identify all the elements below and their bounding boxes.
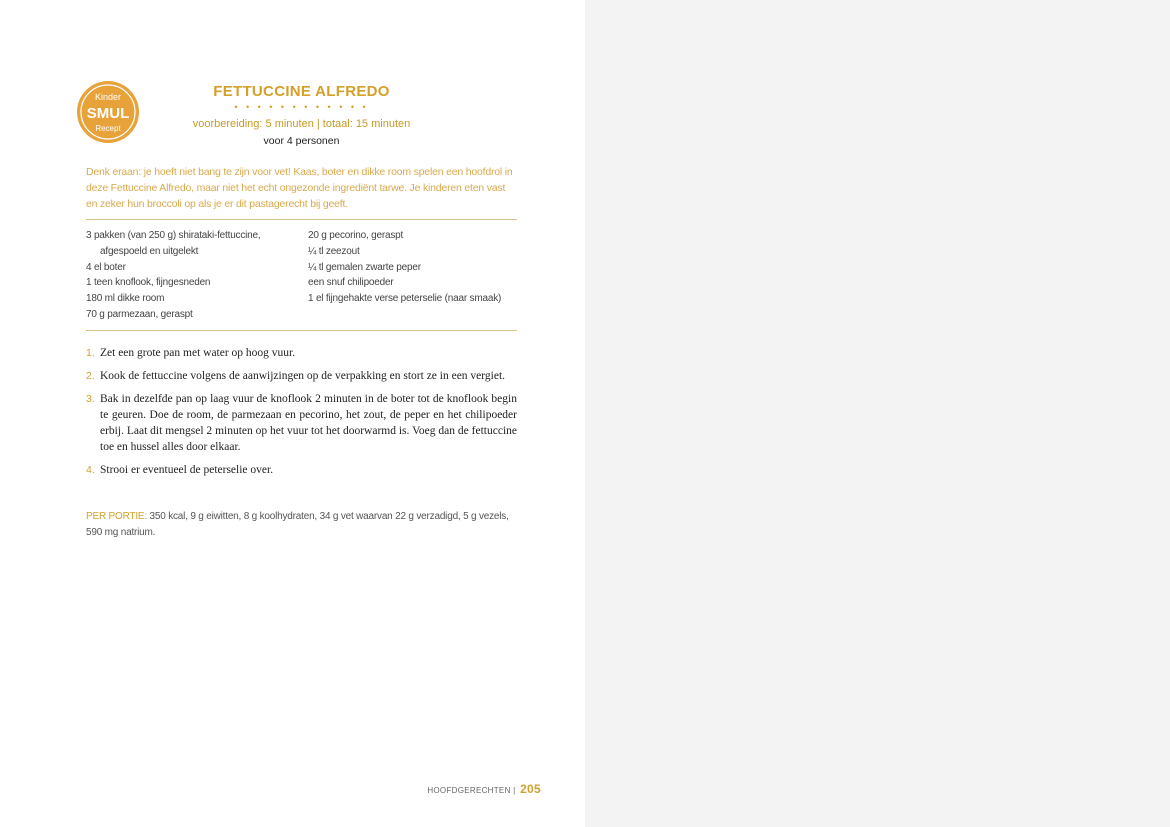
- ingredient: 70 g parmezaan, geraspt: [86, 308, 193, 320]
- page-footer: [427, 782, 541, 796]
- nutrition-info: [86, 509, 518, 541]
- step-number: 3.: [86, 393, 95, 405]
- ingredient: 1 teen knoflook, fijngesneden: [86, 277, 211, 289]
- ingredient: 180 ml dikke room: [86, 293, 165, 305]
- step-number: 1.: [86, 347, 95, 359]
- badge-top-text: Kinder: [94, 92, 122, 102]
- ingredient: ¼ tl gemalen zwarte peper: [308, 261, 421, 273]
- ingredients-right-column: [308, 228, 501, 307]
- ingredient: 1 el fijngehakte verse peterselie (naar smaak): [308, 293, 502, 305]
- step-number: 2.: [86, 370, 95, 382]
- ingredient: een snuf chilipoeder: [308, 277, 394, 289]
- footer-section: HOOFDGERECHTEN |: [427, 786, 516, 795]
- recipe-servings: voor 4 personen: [263, 135, 340, 147]
- recipe-title: FETTUCCINE ALFREDO: [213, 83, 390, 100]
- ingredient: 3 pakken (van 250 g) shirataki-fettuccine,: [86, 230, 261, 241]
- nutrition-text: 350 kcal, 9 g eiwitten, 8 g koolhydraten, 34 g vet waarvan 22 g verzadigd, 5 g vezels, 590 mg natrium.: [86, 511, 509, 538]
- ingredient: 4 el boter: [86, 261, 126, 273]
- step-2: [86, 368, 517, 384]
- ingredient: afgespoeld en uitgelekt: [100, 245, 199, 257]
- recipe-intro: Denk eraan: je hoeft niet bang te zijn voor vet! Kaas, boter en dikke room spelen een hoofdrol in deze Fettuccine Alfredo, maar niet het echt ongezonde ingrediënt tarwe. Je kinderen eten vast en zeker hun broccoli op als je er dit pastagerecht bij geeft.: [86, 166, 513, 210]
- ingredients-top-rule: [86, 219, 517, 220]
- step-text: Kook de fettuccine volgens de aanwijzingen op de verpakking en stort ze in een vergiet.: [100, 370, 506, 382]
- ingredients-bottom-rule: [86, 330, 517, 331]
- step-number: 4.: [86, 464, 95, 476]
- badge-bottom-text: Recept: [95, 124, 121, 133]
- step-text: Zet een grote pan met water op hoog vuur.: [100, 347, 296, 359]
- step-3: [86, 391, 517, 455]
- ingredient: ¼ tl zeezout: [308, 245, 360, 257]
- recipe-timing: voorbereiding: 5 minuten | totaal: 15 minuten: [192, 118, 411, 130]
- ingredients-left-column: [86, 228, 260, 323]
- right-page-blank: [585, 0, 1170, 827]
- ingredient: 20 g pecorino, geraspt: [308, 230, 404, 241]
- badge-main-text: SMUL: [86, 105, 130, 122]
- step-4: [86, 462, 517, 478]
- step-1: [86, 345, 517, 361]
- nutrition-label: PER PORTIE:: [86, 511, 147, 522]
- step-text: Bak in dezelfde pan op laag vuur de knoflook 2 minuten in de boter tot de knoflook begin te geuren. Doe de room, de parmezaan en pecorino, het zout, de peper en het chilipoeder erbij. Laat dit mengsel 2 minuten op het vuur tot het doorwarmd is. Voeg dan de fettuccine toe en hussel alles door elkaar.: [100, 393, 517, 453]
- page-number: 205: [520, 782, 541, 796]
- recipe-steps: [86, 345, 517, 485]
- title-dots-divider: • • • • • • • • • • • •: [234, 102, 369, 112]
- step-text: Strooi er eventueel de peterselie over.: [100, 464, 274, 476]
